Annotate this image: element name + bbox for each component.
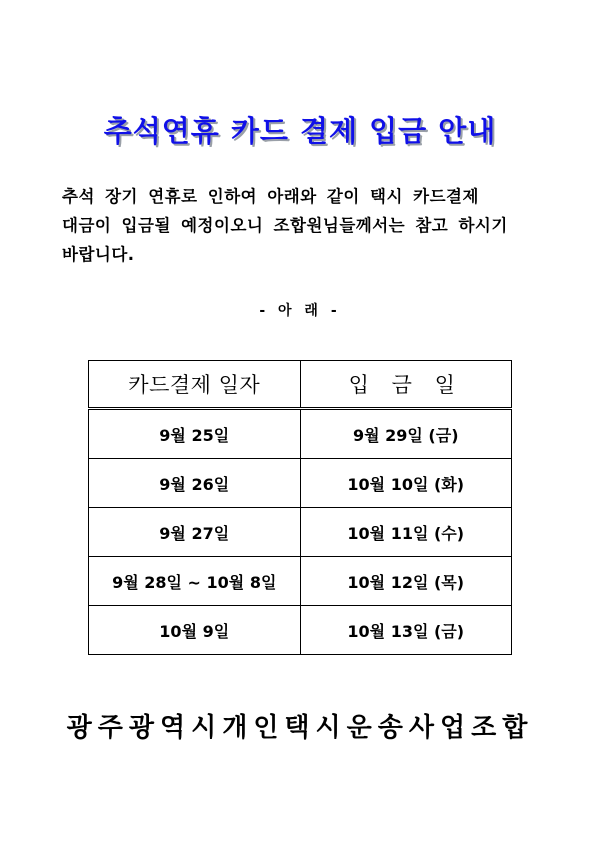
payment-date-cell: 9월 26일 <box>89 459 301 508</box>
deposit-date-cell: 10월 13일 (금) <box>300 606 512 655</box>
organization-name: 광주광역시개인택시운송사업조합 <box>66 713 534 743</box>
payment-date-cell: 10월 9일 <box>89 606 301 655</box>
column-header-payment-date: 카드결제 일자 <box>89 361 301 409</box>
table-row <box>89 459 512 508</box>
deposit-schedule-table <box>88 360 512 655</box>
column-header-deposit-date: 입 금 일 <box>300 361 512 409</box>
table-row <box>89 606 512 655</box>
payment-date-cell: 9월 28일 ~ 10월 8일 <box>89 557 301 606</box>
notice-line: 바랍니다. <box>62 245 135 264</box>
payment-date-cell: 9월 25일 <box>89 409 301 459</box>
table-row <box>89 409 512 459</box>
payment-date-cell: 9월 27일 <box>89 508 301 557</box>
deposit-date-cell: 10월 11일 (수) <box>300 508 512 557</box>
notice-paragraph <box>62 182 548 269</box>
table-row <box>89 557 512 606</box>
table-row <box>89 508 512 557</box>
deposit-date-cell: 10월 10일 (화) <box>300 459 512 508</box>
notice-line: 추석 장기 연휴로 인하여 아래와 같이 택시 카드결제 <box>62 187 479 206</box>
page-title: 추석연휴 카드 결제 입금 안내 <box>103 114 497 149</box>
table-header-row <box>89 361 512 409</box>
details-divider-label: - 아 래 - <box>259 303 341 319</box>
notice-line: 대금이 입금될 예정이오니 조합원님들께서는 참고 하시기 <box>62 216 508 235</box>
deposit-date-cell: 9월 29일 (금) <box>300 409 512 459</box>
deposit-date-cell: 10월 12일 (목) <box>300 557 512 606</box>
